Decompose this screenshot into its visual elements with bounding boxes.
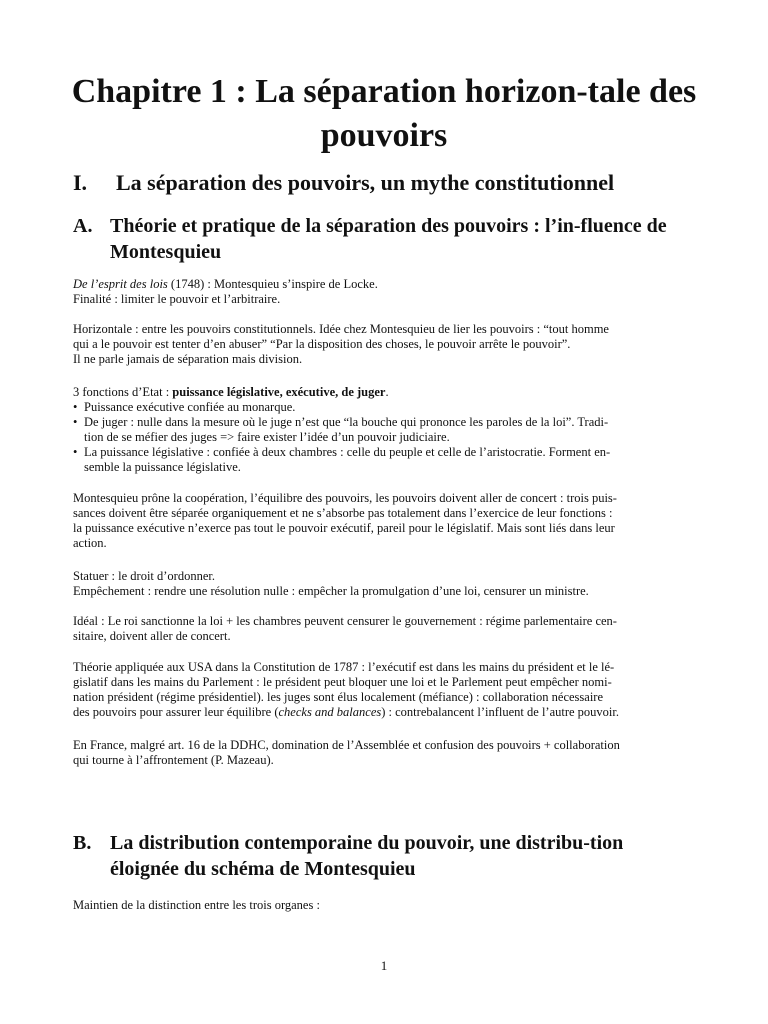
section-heading-1 xyxy=(73,169,614,197)
subsection-letter: A. xyxy=(73,215,93,237)
paragraph-line: Théorie appliquée aux USA dans la Constitution de 1787 : l’exécutif est dans les mains du président et le lé- xyxy=(73,660,615,674)
paragraph-text: Maintien de la distinction entre les trois organes : xyxy=(73,898,320,912)
bullet-icon: • xyxy=(73,415,78,429)
paragraph-line: Empêchement : rendre une résolution nulle : empêcher la promulgation d’une loi, censurer un ministre. xyxy=(73,584,589,598)
subsection-heading-b xyxy=(73,830,693,882)
key-terms: puissance législative, exécutive, de juger xyxy=(172,385,386,399)
section-title: La séparation des pouvoirs, un mythe constitutionnel xyxy=(116,170,615,195)
paragraph-france xyxy=(73,738,697,768)
subsection-heading-a xyxy=(73,213,693,265)
paragraph-line: sitaire, doivent aller de concert. xyxy=(73,629,231,643)
paragraph-horizontale xyxy=(73,322,697,367)
list-item: • De juger : nulle dans la mesure où le juge n’est que “la bouche qui prononce les paroles de la loi”. Tradi- tion de se méfier des juges => faire exister l’idée d’un pouvoir judiciaire. xyxy=(73,415,609,444)
paragraph-text: 3 fonctions d’Etat : xyxy=(73,385,173,399)
bullet-icon: • xyxy=(73,445,78,459)
paragraph-ideal xyxy=(73,614,697,644)
paragraph-esprit-des-lois xyxy=(73,277,697,307)
paragraph-text: (1748) : Montesquieu s’inspire de Locke. xyxy=(167,277,378,291)
paragraph-line: qui a le pouvoir est tenter d’en abuser” “Par la disposition des choses, le pouvoir arrête le pouvoir”. xyxy=(73,337,571,351)
subsection-title: Théorie et pratique de la séparation des pouvoirs : l’in-fluence de Montesquieu xyxy=(110,215,667,263)
paragraph-fonctions: 3 fonctions d’Etat : puissance législative, exécutive, de juger. • Puissance exécutive confiée au monarque. • De juger : nulle dans la mesure où le juge n’est que “la bouche qui prononce les paroles de la loi”. Tradi- tion de se méfier des juges => faire exister l’idée d’un pouvoir judiciaire. • La puissance législative : confiée à deux chambres : celle du peuple et celle de l’aristocratie. Forment en- semble la puissance législative. xyxy=(73,385,697,475)
paragraph-cooperation xyxy=(73,491,697,551)
paragraph-line: Montesquieu prône la coopération, l’équilibre des pouvoirs, les pouvoirs doivent aller de concert : trois puis- xyxy=(73,491,617,505)
paragraph-line: qui tourne à l’affrontement (P. Mazeau). xyxy=(73,753,274,767)
list-item: • La puissance législative : confiée à deux chambres : celle du peuple et celle de l’aristocratie. Forment en- semble la puissance législative. xyxy=(73,445,611,474)
paragraph-line: la puissance exécutive n’exerce pas tout le pouvoir exécutif, pareil pour le législatif. Mais sont liés dans leur xyxy=(73,521,615,535)
paragraph-line: Horizontale : entre les pouvoirs constitutionnels. Idée chez Montesquieu de lier les pouvoirs : “tout homme xyxy=(73,322,609,336)
paragraph-line: nation président (régime présidentiel). les juges sont élus localement (méfiance) : collaboration nécessaire xyxy=(73,690,604,704)
paragraph-line: Il ne parle jamais de séparation mais division. xyxy=(73,352,303,366)
subsection-title: La distribution contemporaine du pouvoir, une distribu-tion éloignée du schéma de Montesquieu xyxy=(110,832,624,880)
page-number: 1 xyxy=(380,958,388,973)
subsection-letter: B. xyxy=(73,832,92,854)
bullet-icon: • xyxy=(73,400,78,414)
bullet-list xyxy=(73,400,697,475)
list-item: • Puissance exécutive confiée au monarque. xyxy=(73,400,296,414)
paragraph-usa: Théorie appliquée aux USA dans la Constitution de 1787 : l’exécutif est dans les mains du président et le lé- gislatif dans les mains du Parlement : le président peut bloquer une loi et le Parlement peut empêcher nomi- nation président (régime présidentiel). les juges sont élus localement (méfiance) : collaboration nécessaire des pouvoirs pour assurer leur équilibre (checks and balances) : contrebalancent l’influent de l’autre pouvoir. xyxy=(73,660,697,720)
paragraph-text: Finalité : limiter le pouvoir et l’arbitraire. xyxy=(73,292,281,306)
chapter-title: Chapitre 1 : La séparation horizon-tale des pouvoirs xyxy=(71,73,697,154)
paragraph-statuer xyxy=(73,569,697,599)
paragraph-line: action. xyxy=(73,536,107,550)
paragraph-line: sances doivent être séparée organiquement et ne s’absorbe pas totalement dans l’exercice de leur fonctions : xyxy=(73,506,613,520)
paragraph-line: gislatif dans les mains du Parlement : le président peut bloquer une loi et le Parlement peut empêcher nomi- xyxy=(73,675,612,689)
paragraph-line: Statuer : le droit d’ordonner. xyxy=(73,569,215,583)
paragraph-maintien xyxy=(73,898,697,913)
section-number: I. xyxy=(73,170,88,195)
italic-term: checks and balances xyxy=(278,705,382,719)
paragraph-line: En France, malgré art. 16 de la DDHC, domination de l’Assemblée et confusion des pouvoirs + collaboration xyxy=(73,738,620,752)
paragraph-line: Idéal : Le roi sanctionne la loi + les chambres peuvent censurer le gouvernement : régime parlementaire cen- xyxy=(73,614,617,628)
book-title: De l’esprit des lois xyxy=(73,277,168,291)
